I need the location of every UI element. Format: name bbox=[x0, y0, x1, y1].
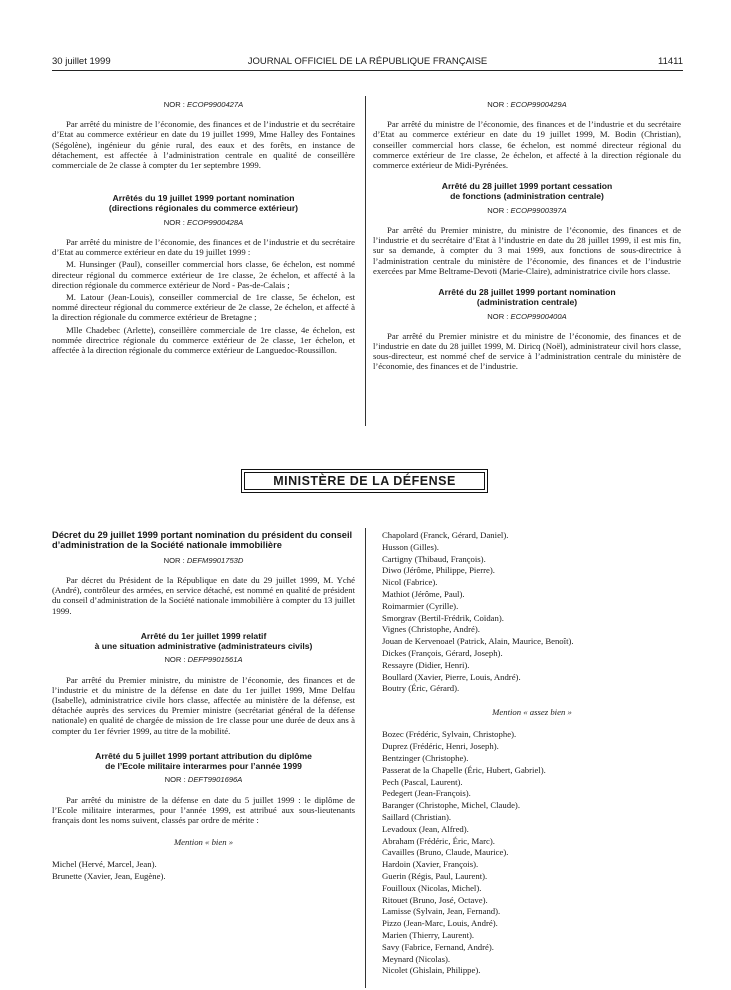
list-item: Ressayre (Didier, Henri). bbox=[382, 659, 470, 670]
list-item: Guerin (Régis, Paul, Laurent). bbox=[382, 870, 488, 881]
column-divider-top bbox=[365, 96, 366, 426]
column-bottom-right bbox=[382, 530, 682, 977]
list-item: Pizzo (Jean-Marc, Louis, André). bbox=[382, 918, 498, 929]
nor-reference: NOR : DEFP9901561A bbox=[164, 655, 243, 665]
list-item: Chapolard (Franck, Gérard, Daniel). bbox=[382, 530, 509, 540]
page-number: 11411 bbox=[657, 56, 683, 67]
paragraph: M. Latour (Jean-Louis), conseiller commercial de 1re classe, 5e échelon, est nommé directeur régional du commerce extérieur de 2e classe, 2e échelon, et affecté à la direction régionale du commerce extérieur de Bretagne ; bbox=[52, 292, 355, 323]
column-top-right bbox=[373, 100, 681, 374]
paragraph: Par arrêté du Premier ministre et du ministre de l’économie, des finances et de l’industrie en date du 28 juillet 1999, M. Diricq (Noël), administrateur civil hors classe, sous-directeur, est nommé chef de service à l’administration centrale du ministère de l’économie, des finances et de l’industrie. bbox=[373, 330, 681, 372]
paragraph: Par arrêté du ministre de la défense en date du 5 juillet 1999 : le diplôme de l’Ecole militaire interarmes, pour l’année 1999, est attribué aux sous-lieutenants français dont les noms suivent, classés par ordre de mérite : bbox=[52, 794, 355, 826]
mention-heading: Mention « assez bien » bbox=[492, 707, 572, 718]
list-item: Nicolet (Ghislain, Philippe). bbox=[382, 965, 481, 976]
issue-date: 30 juillet 1999 bbox=[52, 56, 111, 67]
page-header bbox=[52, 56, 683, 71]
list-item: Jouan de Kervenoael (Patrick, Alain, Maurice, Benoît). bbox=[382, 636, 574, 647]
list-item: Vignes (Christophe, André). bbox=[382, 624, 480, 635]
list-item: Ritouet (Bruno, José, Octave). bbox=[382, 894, 488, 905]
nor-reference: NOR : ECOP9900428A bbox=[163, 217, 244, 227]
list-item: Pedegert (Jean-François). bbox=[382, 788, 471, 799]
paragraph: Par arrêté du ministre de l’économie, des finances et de l’industrie et du secrétaire d’Etat au commerce extérieur en date du 19 juillet 1999, Mme Halley des Fontaines (Ségolène), ingénieur du génie rural, des eaux et des forêts, en instance de détachement, est affectée à l’administration centrale en qualité de conseillère commerciale de 2e classe à compter du 1er septembre 1999. bbox=[52, 119, 355, 171]
list-item: Bozec (Frédéric, Sylvain, Christophe). bbox=[382, 729, 517, 740]
list-item: Hardoin (Xavier, François). bbox=[382, 859, 479, 870]
nor-reference: NOR : ECOP9900400A bbox=[487, 311, 567, 321]
list-item: Mathiot (Jérôme, Paul). bbox=[382, 588, 465, 599]
list-item: Diwo (Jérôme, Philippe, Pierre). bbox=[382, 565, 495, 576]
list-item: Passerat de la Chapelle (Éric, Hubert, Gabriel). bbox=[382, 764, 546, 775]
list-item: Smorgrav (Bertil-Frédrik, Coïdan). bbox=[382, 612, 504, 623]
column-bottom-left bbox=[52, 530, 355, 883]
list-item: Nicol (Fabrice). bbox=[382, 577, 438, 588]
list-item: Boullard (Xavier, Pierre, Louis, André). bbox=[382, 671, 521, 682]
name-list bbox=[382, 530, 682, 695]
paragraph: Par arrêté du ministre de l’économie, des finances et de l’industrie et du secrétaire d’Etat au commerce extérieur en date du 19 juillet 1999, M. Bodin (Christian), conseiller commercial hors classe, 6e échelon, est nommé directeur régional du commerce extérieur de 1re classe, 2e échelon, et affecté à la direction régionale du commerce extérieur de Midi-Pyrénées. bbox=[373, 119, 681, 171]
list-item: Abraham (Frédéric, Éric, Marc). bbox=[382, 835, 495, 846]
journal-title: JOURNAL OFFICIEL DE LA RÉPUBLIQUE FRANÇAISE bbox=[247, 56, 488, 67]
section-title: Arrêté du 1er juillet 1999 relatif à une situation administrative (administrateurs civils) bbox=[94, 630, 313, 651]
paragraph: Par arrêté du Premier ministre, du ministre de l’économie, des finances et de l’industrie et du secrétaire d’Etat à l’industrie en date du 28 juillet 1999, il est mis fin, sur sa demande, à compter du 3 mai 1999, aux fonctions de sous-directrice à l’administration centrale du ministère de l’économie, des finances et de l’industrie exercées par Mme Beltrame-Devoti (Marie-Claire), administratrice civile hors classe. bbox=[373, 225, 681, 276]
list-item: Baranger (Christophe, Michel, Claude). bbox=[382, 800, 520, 811]
list-item: Dickes (François, Gérard, Joseph). bbox=[382, 647, 503, 658]
list-item: Pech (Pascal, Laurent). bbox=[382, 776, 463, 787]
list-item: Saillard (Christian). bbox=[382, 811, 452, 822]
nor-reference: NOR : DEFT9901696A bbox=[164, 775, 243, 785]
list-item: Savy (Fabrice, Fernand, André). bbox=[382, 941, 494, 952]
section-title: Arrêté du 5 juillet 1999 portant attribution du diplôme de l’Ecole militaire interarmes pour l’année 1999 bbox=[95, 750, 312, 771]
list-item: Cartigny (Thibaud, François). bbox=[382, 553, 486, 564]
mention-heading: Mention « bien » bbox=[173, 837, 234, 848]
list-item: Brunette (Xavier, Jean, Eugène). bbox=[52, 871, 166, 882]
section-title: Décret du 29 juillet 1999 portant nomination du président du conseil d’administration de la Société nationale immobilière bbox=[52, 530, 353, 551]
column-top-left bbox=[52, 100, 355, 357]
list-item: Meynard (Nicolas). bbox=[382, 953, 451, 964]
list-item: Fouilloux (Nicolas, Michel). bbox=[382, 882, 482, 893]
list-item: Roimarmier (Cyrille). bbox=[382, 600, 459, 611]
list-item: Boutry (Éric, Gérard). bbox=[382, 683, 460, 694]
paragraph: Par décret du Président de la République en date du 29 juillet 1999, M. Yché (André), contrôleur des armées, en service détaché, est nommé en qualité de président du conseil d’administration de la Société nationale immobilière à compter du 13 juillet 1999. bbox=[52, 575, 355, 616]
paragraph: Mlle Chadebec (Arlette), conseillère commerciale de 1re classe, 4e échelon, est nommée directrice régionale du commerce extérieur de 2e classe, 1er échelon, et affectée à la direction régionale du commerce extérieur de Languedoc-Roussillon. bbox=[52, 324, 355, 356]
list-item: Cavailles (Bruno, Claude, Maurice). bbox=[382, 847, 509, 858]
nor-reference: NOR : ECOP9900427A bbox=[163, 100, 244, 109]
section-title: Arrêté du 28 juillet 1999 portant cessation de fonctions (administration centrale) bbox=[441, 181, 613, 202]
section-title: Arrêté du 28 juillet 1999 portant nomination (administration centrale) bbox=[438, 287, 616, 307]
list-item: Duprez (Frédéric, Henri, Joseph). bbox=[382, 741, 499, 752]
name-list bbox=[52, 859, 355, 883]
paragraph: Par arrêté du ministre de l’économie, des finances et de l’industrie et du secrétaire d’Etat au commerce extérieur en date du 19 juillet 1999 : bbox=[52, 237, 355, 258]
section-title: Arrêtés du 19 juillet 1999 portant nomination (directions régionales du commerce extérieur) bbox=[108, 193, 299, 214]
paragraph: Par arrêté du Premier ministre, du ministre de l’économie, des finances et de l’industrie et du ministre de la défense en date du 1er juillet 1999, Mme Delfau (Isabelle), administratrice civile hors classe, affectée au ministère de la défense, est détachée auprès des services du Premier ministre (secrétariat général de la défense nationale) en qualité de chargée de mission de 1re classe pour une durée de deux ans à compter du 1er février 1999, au titre de la mobilité. bbox=[52, 674, 355, 736]
ministry-heading: MINISTÈRE DE LA DÉFENSE bbox=[241, 469, 488, 493]
list-item: Lamisse (Sylvain, Jean, Fernand). bbox=[382, 906, 501, 917]
nor-reference: NOR : ECOP9900429A bbox=[487, 100, 567, 109]
list-item: Levadoux (Jean, Alfred). bbox=[382, 823, 469, 834]
list-item: Michel (Hervé, Marcel, Jean). bbox=[52, 859, 157, 870]
nor-reference: NOR : ECOP9900397A bbox=[487, 205, 567, 215]
nor-reference: NOR : DEFM9901753D bbox=[163, 555, 244, 565]
list-item: Bentzinger (Christophe). bbox=[382, 752, 469, 763]
paragraph: M. Hunsinger (Paul), conseiller commercial hors classe, 6e échelon, est nommé directeur régional du commerce extérieur de 1re classe, 2e échelon, et affecté à la direction régionale du commerce extérieur de Nord - Pas-de-Calais ; bbox=[52, 259, 355, 290]
name-list bbox=[382, 729, 682, 977]
list-item: Marien (Thierry, Laurent). bbox=[382, 929, 475, 940]
column-divider-bottom bbox=[365, 528, 366, 988]
list-item: Husson (Gilles). bbox=[382, 541, 439, 552]
